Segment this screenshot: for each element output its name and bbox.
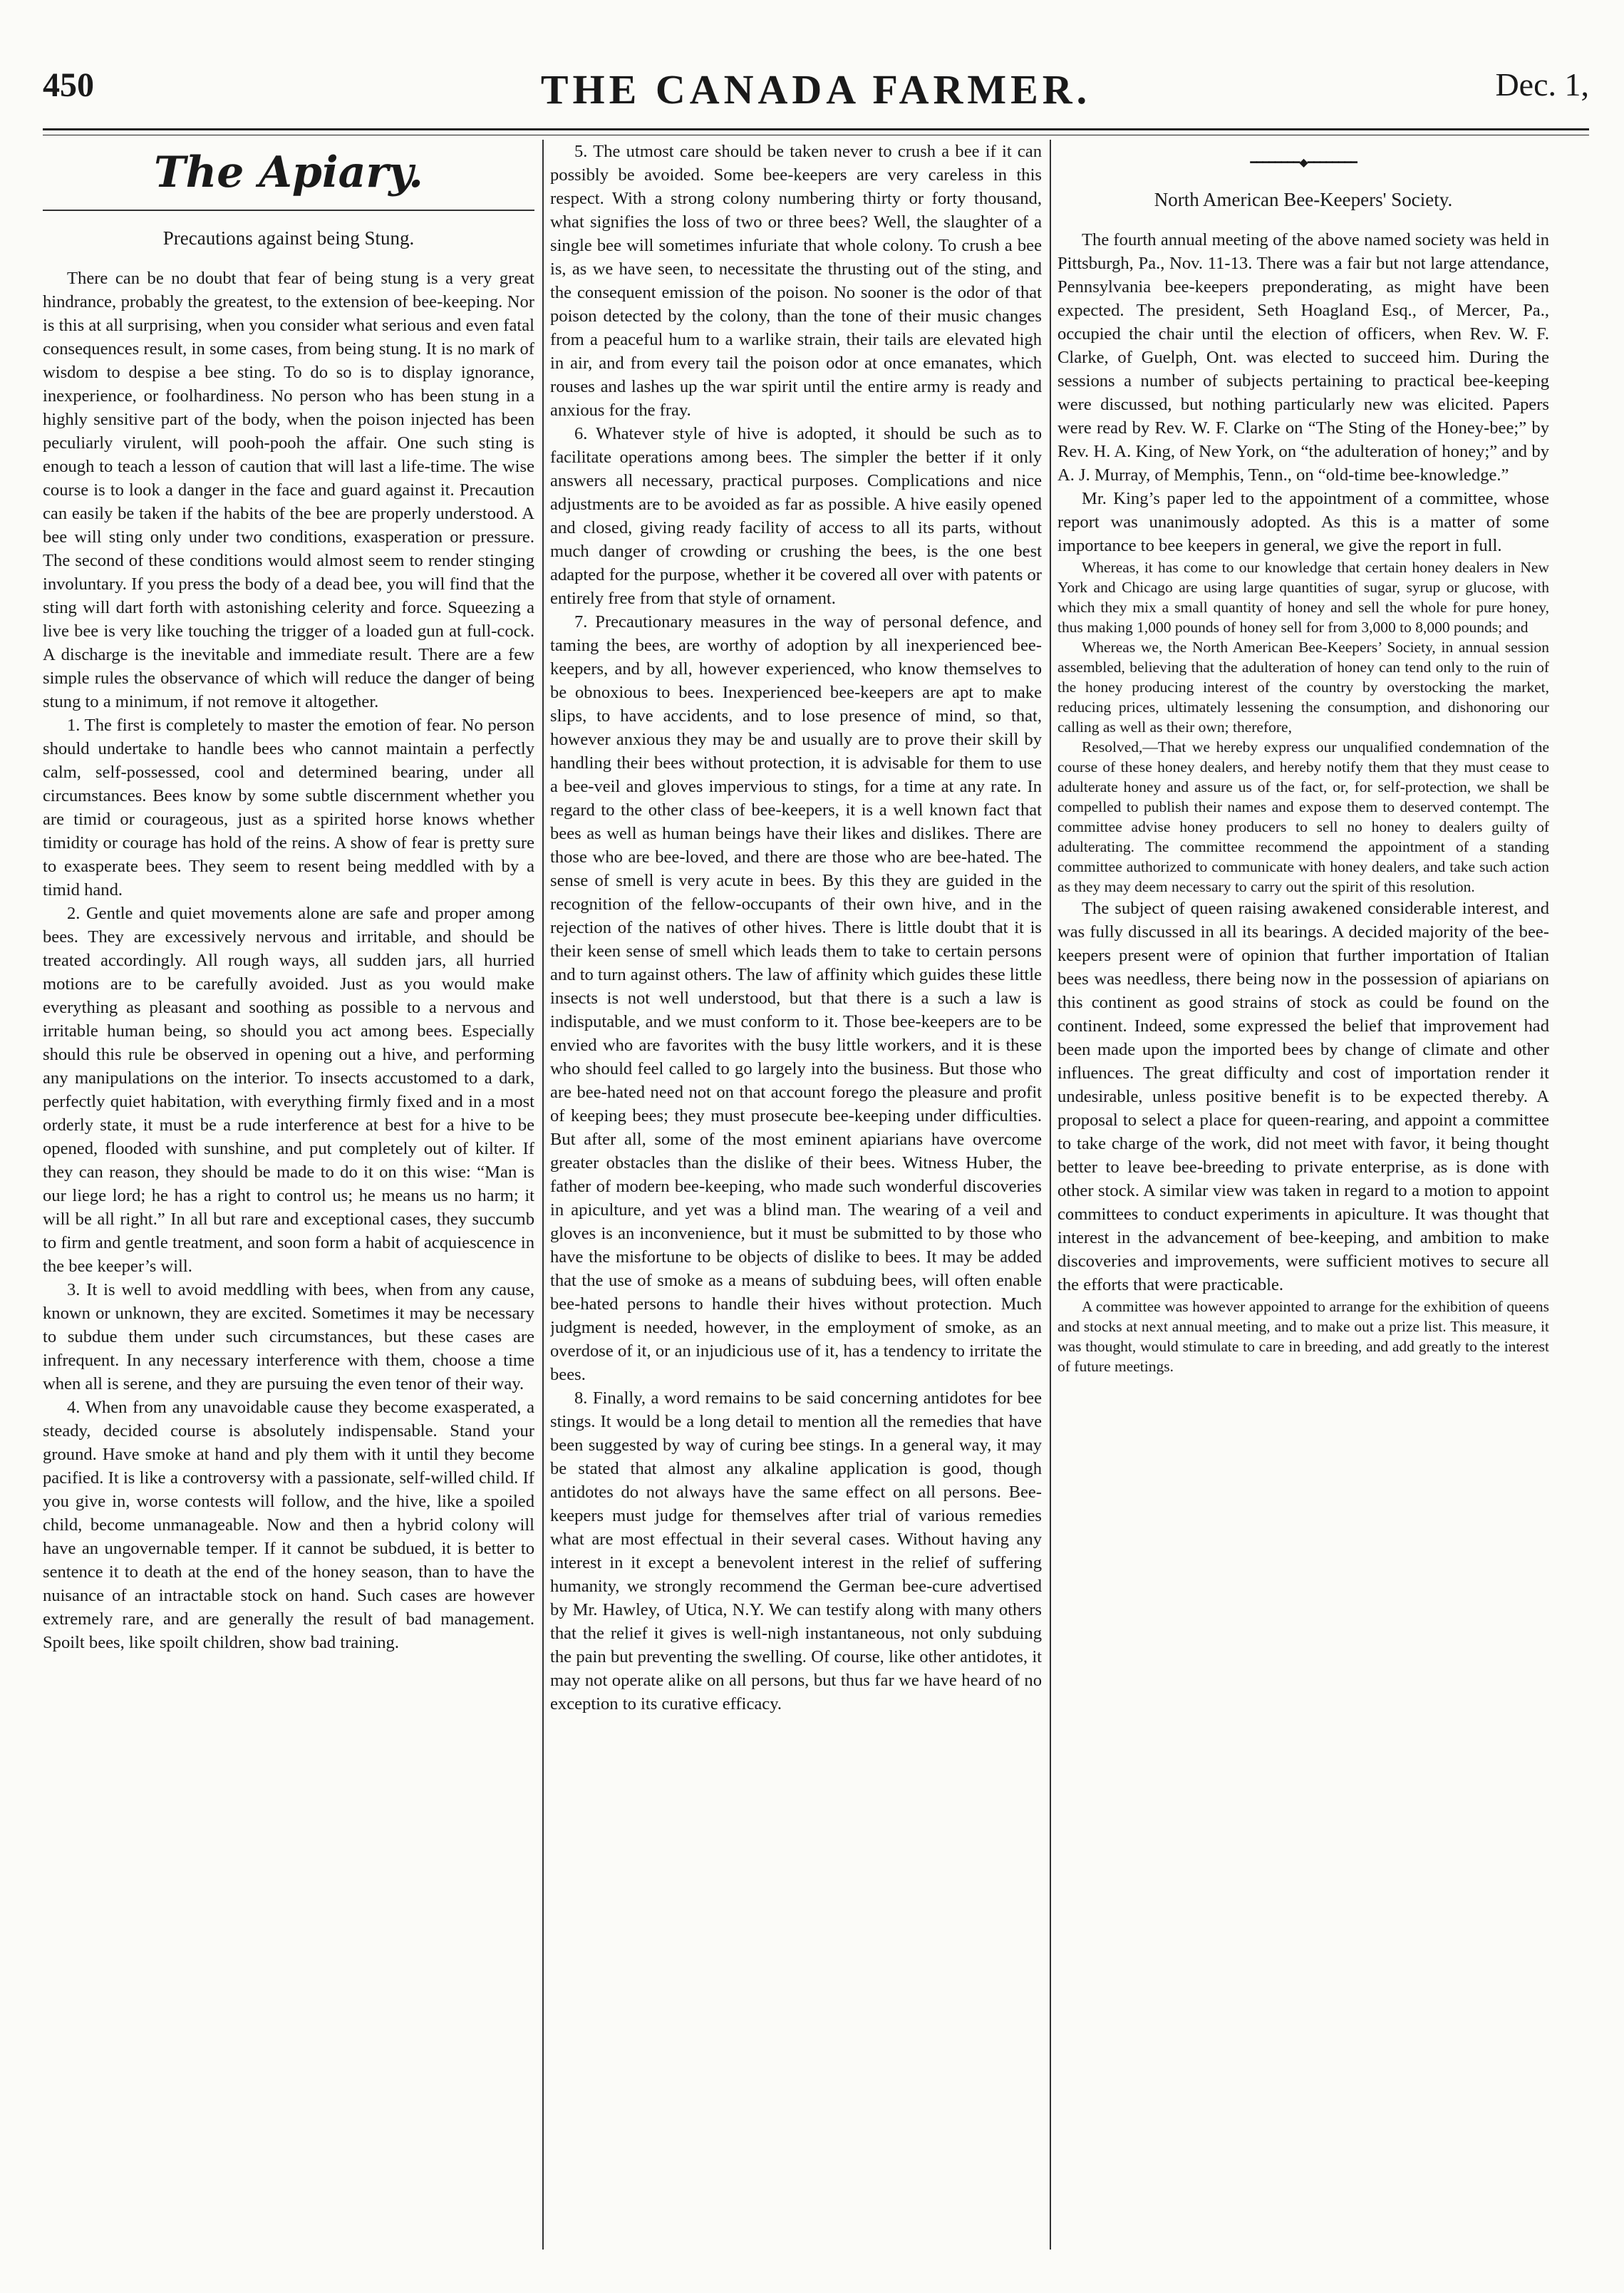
column-2 <box>550 140 1042 2250</box>
page-number: 450 <box>43 66 94 104</box>
paragraph: 3. It is well to avoid meddling with bees, when from any cause, known or unknown, they are excited. Sometimes it may be necessary to subdue them under such circumstances, but these cases are infrequent. In any necessary interference with them, choose a time when all is serene, and they are pursuing the even tenor of their way. <box>43 1280 534 1393</box>
article-title: Precautions against being Stung. <box>162 227 415 249</box>
paragraph: There can be no doubt that fear of being stung is a very great hindrance, probably the greatest, to the extension of bee-keeping. Nor is this at all surprising, when you consider what serious and even fatal consequences result, in some cases, from being stung. It is no mark of wisdom to despise a bee sting. To do so is to display ignorance, inexperience, or foolhardiness. No person who has been stung in a highly sensitive part of the body, when the poison injected has been peculiarly virulent, will pooh-pooh the affair. One such sting is enough to teach a lesson of caution that will last a life-time. The wise course is to look a danger in the face and guard against it. Precaution can easily be taken if the habits of the bee are properly understood. A bee will sting only under two conditions, exasperation or pressure. The second of these conditions would almost seem to render stinging involuntary. If you press the body of a dead bee, you will find that the sting will dart forth with astonishing celerity and force. Squeezing a live bee is very like touching the trigger of a loaded gun at full-cock. A discharge is the inevitable and immediate result. There are a few simple rules the observance of which will reduce the danger of being stung to a minimum, if not remove it altogether. <box>43 269 534 711</box>
resolution-paragraph: Whereas we, the North American Bee-Keepers’ Society, in annual session assembled, believing that the adulteration of honey can tend only to the ruin of the honey producing interest of the country by overstocking the market, reducing prices, ultimately lessening the consumption, and dishonoring our calling as well as their own; therefore, <box>1057 639 1549 736</box>
paragraph: The subject of queen raising awakened considerable interest, and was fully discussed in all its bearings. A decided majority of the bee-keepers present were of opinion that further importation of Italian bees was needless, there being now in the possession of apiarians on this continent as good strains of stock as could be found on the continent. Indeed, some expressed the belief that improvement had been made upon the imported bees by change of climate and other influences. The great difficulty and cost of importation render it undesirable, unless positive benefit is to be expected thereby. A proposal to select a place for queen-rearing, and appoint a committee to take charge of the work, did not meet with favor, it being thought better to leave bee-breeding to private enterprise, as is done with other stock. A similar view was taken in regard to a motion to appoint committees to conduct experiments in apiculture. It was thought that interest in the advancement of bee-keeping, and ambition to make discoveries and improvements, were sufficient motives to secure all the efforts that were practicable. <box>1057 899 1549 1294</box>
column-divider <box>542 140 544 2250</box>
header-rule <box>43 128 1589 135</box>
section-rule <box>43 210 534 211</box>
paragraph: The fourth annual meeting of the above named society was held in Pittsburgh, Pa., Nov. 11-13. There was a fair but not large attendance, Pennsylvania bee-keepers preponderating, as might have been expected. The president, Seth Hoagland Esq., of Mercer, Pa., occupied the chair until the election of officers, when Rev. W. F. Clarke, of Guelph, Ont. was elected to succeed him. During the sessions a number of subjects pertaining to practical bee-keeping were discussed, but nothing particularly new was elicited. Papers were read by Rev. W. F. Clarke on “The Sting of the Honey-bee;” by Rev. H. A. King, of New York, on “the adulteration of honey;” and by A. J. Murray, of Memphis, Tenn., on “old-time bee-knowledge.” <box>1057 230 1549 485</box>
department-title: The Apiary. <box>154 148 423 197</box>
paragraph: 8. Finally, a word remains to be said concerning antidotes for bee stings. It would be a long detail to mention all the remedies that have been suggested by way of curing bee stings. In a general way, it may be stated that almost any alkaline application is good, though antidotes do not always have the same effect on all persons. Bee-keepers must judge for themselves after trial of various remedies what are most effectual in their several cases. Without having any interest in it except a benevolent interest in the relief of suffering humanity, we strongly recommend the German bee-cure advertised by Mr. Hawley, of Utica, N.Y. We can testify along with many others that the relief it gives is well-nigh instantaneous, not only subduing the pain but preventing the swelling. Of course, like other antidotes, it may not operate alike on all persons, but thus far we have heard of no exception to its curative efficacy. <box>550 1388 1042 1714</box>
article-title: North American Bee-Keepers' Society. <box>1154 189 1453 210</box>
resolution-paragraph: Whereas, it has come to our knowledge that certain honey dealers in New York and Chicago are using large quantities of sugar, syrup or glucose, with which they mix a small quantity of honey and sell the whole for pure honey, thus making 1,000 pounds of honey sell for from 3,000 to 8,000 pounds; and <box>1057 559 1549 636</box>
ornamental-divider: ━━━━━━━━◆━━━━━━━━ <box>1250 157 1357 169</box>
issue-date: Dec. 1, <box>1495 66 1589 103</box>
paragraph: 1. The first is completely to master the emotion of fear. No person should undertake to handle bees who cannot maintain a perfectly calm, self-possessed, cool and determined bearing, under all circumstances. Bees know by some subtle discernment whether you are timid or courageous, just as a spirited horse knows whether timidity or courage has hold of the reins. A show of fear is pretty sure to exasperate bees. They seem to resent being meddled with by a timid hand. <box>43 716 534 900</box>
column-3 <box>1057 140 1549 2250</box>
column-divider <box>1050 140 1051 2250</box>
paragraph: A committee was however appointed to arrange for the exhibition of queens and stocks at next annual meeting, and to make out a prize list. This measure, it was thought, would stimulate to care in breeding, and add greatly to the interest of future meetings. <box>1057 1298 1549 1375</box>
paragraph: 2. Gentle and quiet movements alone are safe and proper among bees. They are excessively nervous and irritable, and should be treated accordingly. All rough ways, all sudden jars, all hurried motions are to be carefully avoided. Just as you would make everything as pleasant and soothing as possible to a nervous and irritable human being, so should you act among bees. Especially should this rule be observed in opening out a hive, and performing any manipulations on the interior. To insects accustomed to a dark, perfectly quiet habitation, with everything firmly fixed and in a most orderly state, it must be a rude interference at best for a hive to be opened, flooded with sunshine, and put completely out of kilter. If they can reason, they should be made to do it on this wise: “Man is our liege lord; he has a right to control us; he means us no harm; it will be all right.” In all but rare and exceptional cases, they succumb to firm and gentle treatment, and soon form a habit of acquiescence in the bee keeper’s will. <box>43 904 534 1276</box>
paragraph: Mr. King’s paper led to the appointment of a committee, whose report was unanimously adopted. As this is a matter of some importance to bee keepers in general, we give the report in full. <box>1057 489 1549 555</box>
resolution-paragraph: Resolved,—That we hereby express our unqualified condemnation of the course of these honey dealers, and hereby notify them that they must cease to adulterate honey and assure us of the fact, or, for self-protection, we shall be compelled to publish their names and expose them to deserved contempt. The committee advise honey producers to sell no honey to dealers guilty of adulterating. The committee recommend the appointment of a standing committee authorized to communicate with honey dealers, and take such action as they may deem necessary to carry out the spirit of this resolution. <box>1057 738 1549 895</box>
paragraph: 4. When from any unavoidable cause they become exasperated, a steady, decided course is absolutely indispensable. Stand your ground. Have smoke at hand and ply them with it until they become pacified. It is like a controversy with a passionate, self-willed child. If you give in, worse contests will follow, and the hive, like a spoiled child, become unmanageable. Now and then a hybrid colony will have an ungovernable temper. If it cannot be subdued, it is better to sentence it to death at the end of the honey season, than to have the nuisance of an intractable stock on hand. Such cases are however extremely rare, and are generally the result of bad management. Spoilt bees, like spoilt children, show bad training. <box>43 1398 534 1652</box>
paragraph: 6. Whatever style of hive is adopted, it should be such as to facilitate operations among bees. The simpler the better if it only answers all necessary, practical purposes. Complications and nice adjustments are to be avoided as far as possible. A hive easily opened and closed, giving ready facility of access to all its parts, without much danger of crowding or crushing the bees, is the one best adapted for the purpose, whether it be covered all over with patents or entirely free from that style of ornament. <box>550 424 1042 608</box>
paragraph: 7. Precautionary measures in the way of personal defence, and taming the bees, are worthy of adoption by all inexperienced bee-keepers, and by all, however experienced, who know themselves to be obnoxious to bees. Inexperienced bee-keepers are apt to make slips, to have accidents, and to lose presence of mind, so that, however anxious they may be and usually are to prove their skill by handling their bees without protection, it is advisable for them to use a bee-veil and gloves impervious to stings, for a time at any rate. In regard to the other class of bee-keepers, it is a well known fact that bees as well as human beings have their likes and dislikes. There are those who are bee-loved, and there are those who are bee-hated. The sense of smell is very acute in bees. By this they are guided in the recognition of the fellow-occupants of their own hive, and in the rejection of the natives of other hives. There is little doubt that it is their keen sense of smell which leads them to take to certain persons and to turn against others. The law of affinity which guides these little insects is not well understood, but that there is a such a law is indisputable, and we must conform to it. Those bee-keepers are to be envied who are favorites with the busy little workers, and it is these who should feel called to go largely into the business. But those who are bee-hated need not on that account forego the pleasure and profit of keeping bees; they must prosecute bee-keeping under difficulties. But after all, some of the most eminent apiarians have overcome greater obstacles than the dislike of their bees. Witness Huber, the father of modern bee-keeping, who made such wonderful discoveries in apiculture, and yet was a blind man. The wearing of a veil and gloves is an inconvenience, but it must be submitted to by those who have the misfortune to be objects of dislike to bees. It may be added that the use of smoke as a means of subduing bees, will often enable bee-hated persons to handle their hives without protection. Much judgment is needed, however, in the employment of smoke, as an overdose of it, or an injudicious use of it, has a tendency to irritate the bees. <box>550 612 1042 1384</box>
masthead: THE CANADA FARMER. <box>540 66 1092 113</box>
paragraph: 5. The utmost care should be taken never to crush a bee if it can possibly be avoided. Some bee-keepers are very careless in this respect. With a strong colony numbering thirty or forty thousand, what signifies the loss of two or three bees? Well, the slaughter of a single bee will sometimes infuriate that whole colony. To crush a bee is, as we have seen, to necessitate the thrusting out of the sting, and the consequent emission of the poison. No sooner is the odor of that poison detected by the colony, than the tone of their music changes from a peaceful hum to a warlike strain, their tails are elevated high in air, and from every tail the poison odor at once emanates, which rouses and lashes up the war spirit until the entire army is ready and anxious for the fray. <box>550 142 1042 420</box>
page-header <box>43 66 1589 123</box>
column-1 <box>43 140 534 2250</box>
